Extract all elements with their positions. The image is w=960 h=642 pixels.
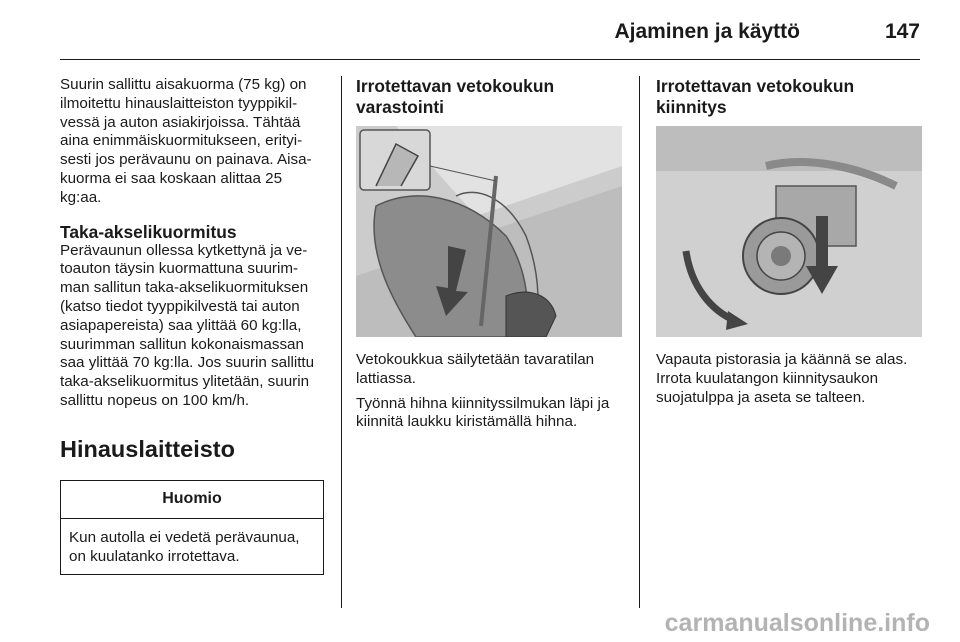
storage-caption-2: Työnnä hihna kiinnityssilmukan läpi ja kiinnitä laukku kiristämällä hihna. [356,394,610,431]
watermark: carmanualsonline.info [664,609,930,637]
column-left [60,76,325,575]
rear-axle-paragraph: Perävaunun ollessa kytkettynä ja ve- toauton täysin kuormattuna suurim- man sallitun taka-akselikuormituksen (katso tiedot tyyppikilvestä tai auton asiapapereista) saa ylittää 60 kg:lla, suurimman sallitun kokonaismassan saa ylittää 70 kg:lla. Jos suurin sallittu taka-akselikuormitus ylitetään, suurin sallittu nopeus on 100 km/h. [60,241,315,409]
column-divider [639,76,640,608]
column-middle [356,76,624,432]
storage-heading: Irrotettavan vetokoukun varastointi [356,76,555,117]
notice-title: Huomio [61,481,323,519]
mounting-illustration [656,126,922,337]
column-divider [341,76,342,608]
towing-equipment-heading: Hinauslaitteisto [60,435,235,462]
storage-caption-1: Vetokoukkua säilytetään tavaratilan lattiassa. [356,351,595,387]
tongue-load-paragraph: Suurin sallittu aisakuorma (75 kg) on ilmoitettu hinauslaitteiston tyyppikil- vessä ja auton asiakirjoissa. Tähtää aina enimmäiskuormitukseen, erityi- sesti jos perävaunu on painava. Aisa- kuorma ei saa koskaan alittaa 25 kg:aa. [60,76,312,206]
page-number: 147 [884,20,920,43]
mounting-heading: Irrotettavan vetokoukun kiinnitys [656,76,855,117]
header-title: Ajaminen ja käyttö [614,20,800,43]
notice-text: Kun autolla ei vedetä perävaunua, on kuulatanko irrotettava. [69,528,300,565]
storage-illustration [356,126,622,337]
mounting-caption: Vapauta pistorasia ja käännä se alas. Irrota kuulatangon kiinnitysaukon suojatulppa ja aseta se talteen. [656,351,908,406]
rear-axle-heading: Taka-akselikuormitus [60,221,237,242]
column-right [656,76,922,407]
notice-box [60,480,324,576]
header-rule [60,59,920,60]
